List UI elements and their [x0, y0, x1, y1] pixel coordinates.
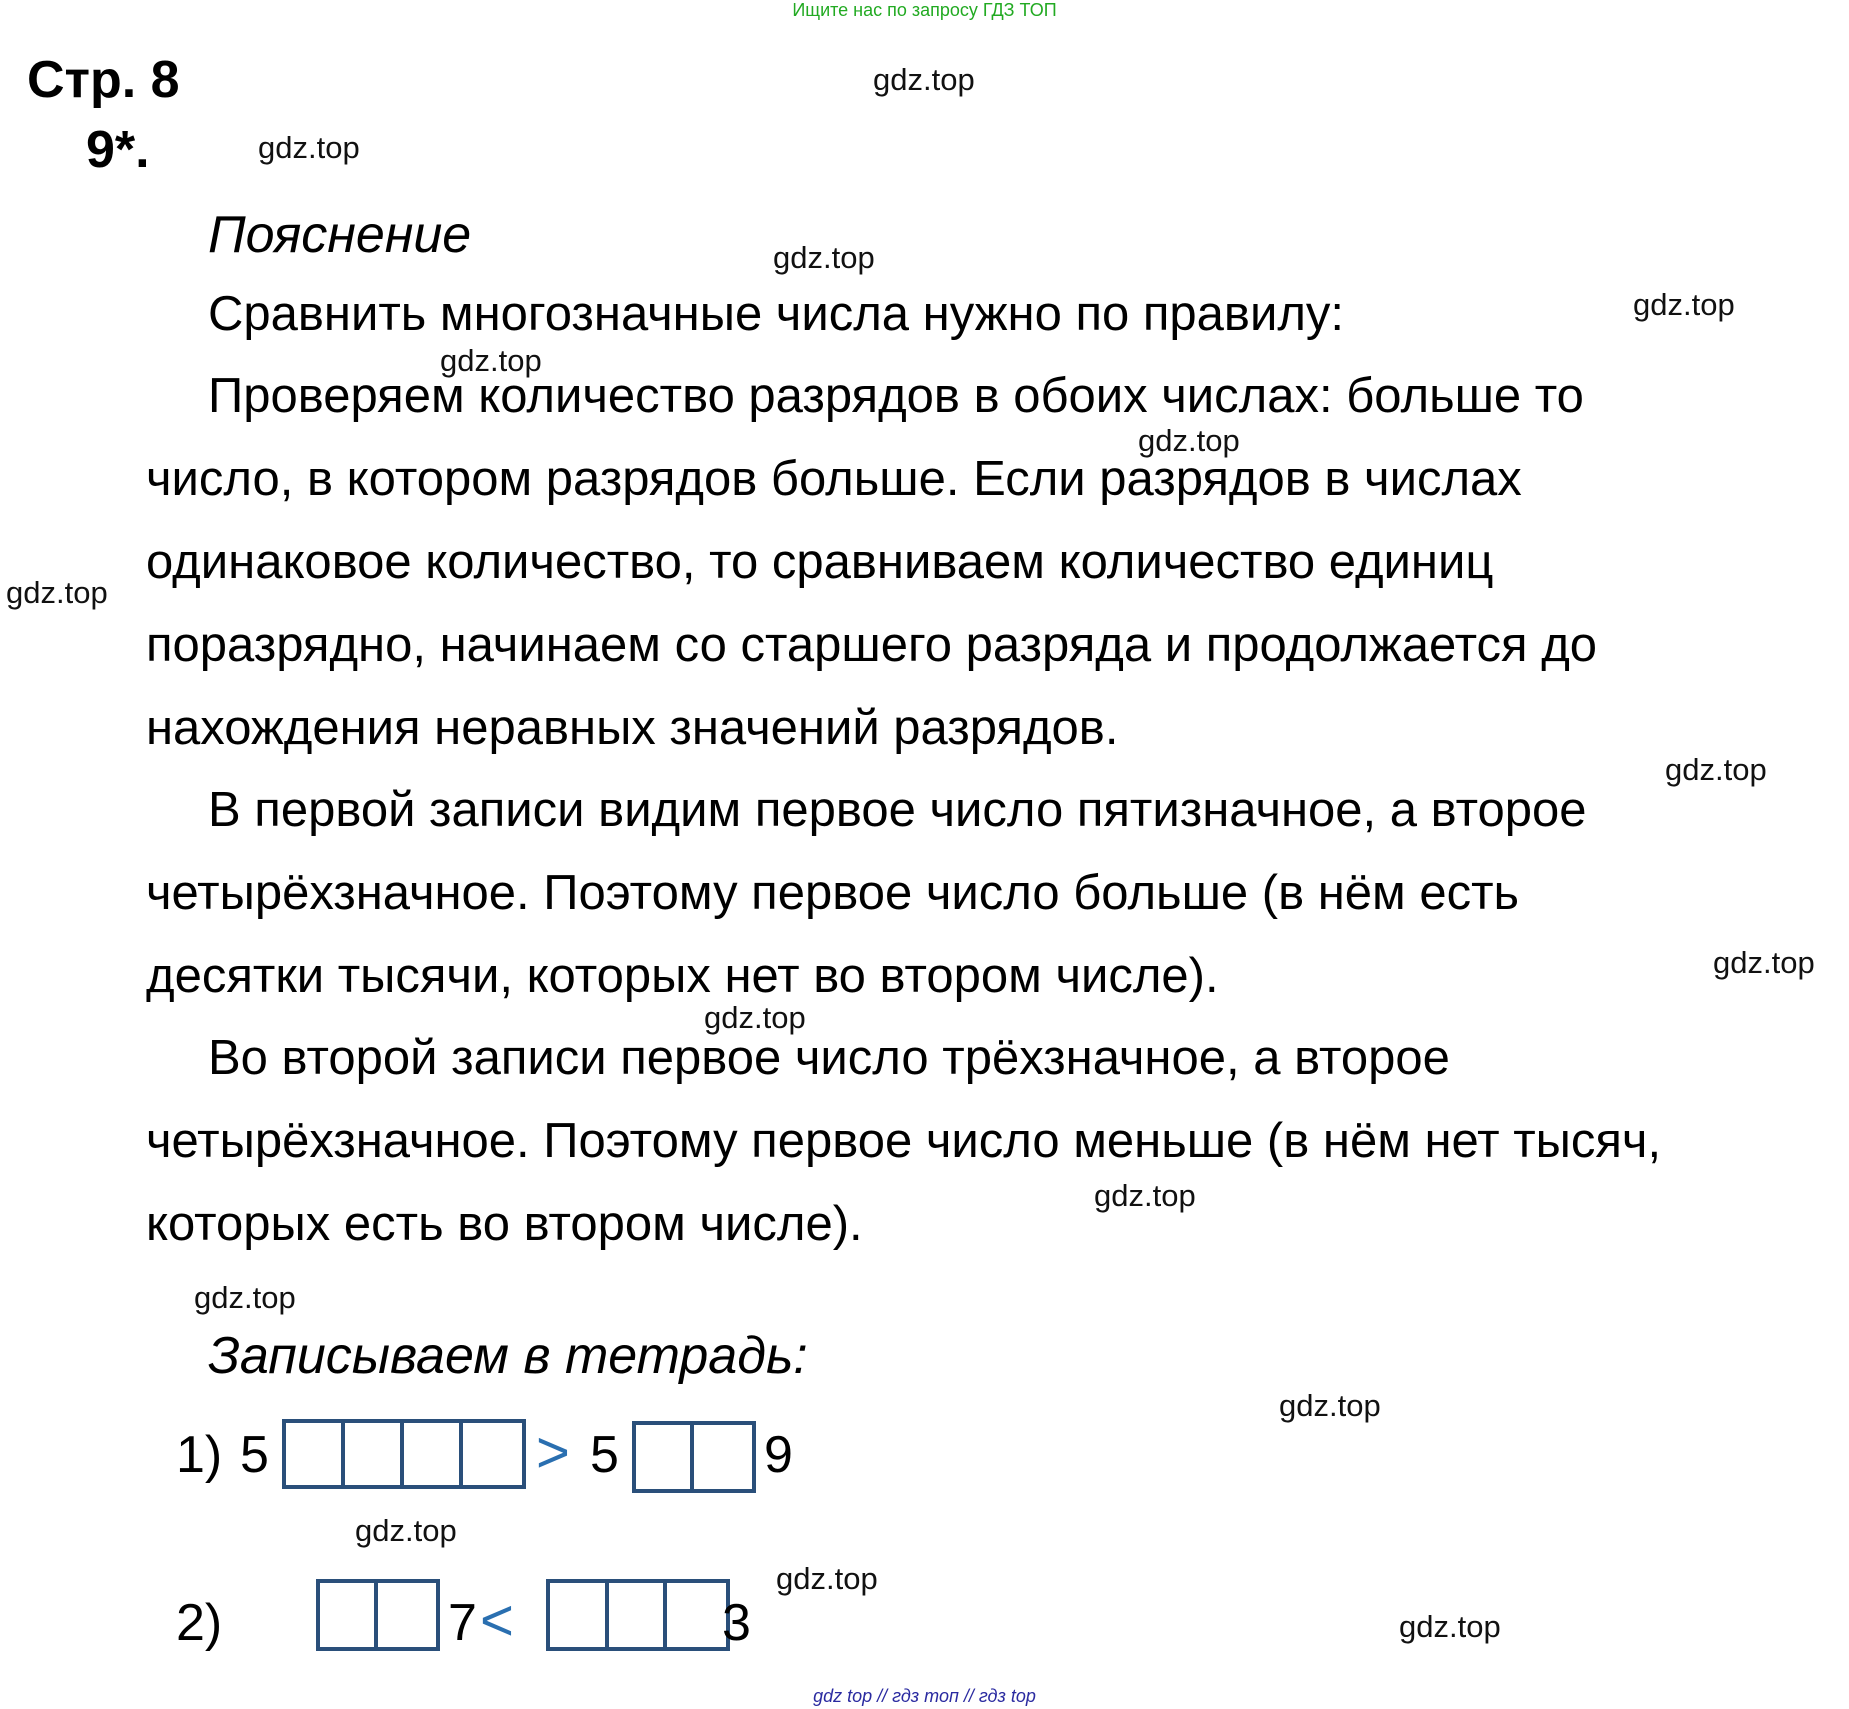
watermark: gdz.top [704, 1000, 806, 1035]
answer-2-label: 2) [176, 1594, 223, 1652]
answer-row-1 [176, 1420, 976, 1505]
watermark: gdz.top [776, 1561, 878, 1596]
text-line-5: поразрядно, начинаем со старшего разряда и продолжается до [146, 618, 1598, 672]
text-line-4: одинаковое количество, то сравниваем количество единиц [146, 535, 1494, 589]
answer-2-sign: < [480, 1588, 514, 1653]
page-number: Стр. 8 [27, 51, 180, 109]
text-line-12: которых есть во втором числе). [146, 1197, 863, 1251]
watermark: gdz.top [440, 343, 542, 378]
digit-cell [694, 1425, 752, 1489]
explanation-title: Пояснение [208, 206, 472, 264]
task-number: 9*. [86, 121, 150, 179]
digit-cell [636, 1425, 694, 1489]
watermark: gdz.top [773, 240, 875, 275]
text-line-6: нахождения неравных значений разрядов. [146, 701, 1119, 755]
answer-1-right-suffix: 9 [764, 1426, 793, 1484]
watermark: gdz.top [1138, 423, 1240, 458]
watermark: gdz.top [1665, 752, 1767, 787]
answer-2-right-suffix: 3 [722, 1594, 751, 1652]
digit-cell [609, 1583, 668, 1647]
answer-1-right-prefix: 5 [590, 1426, 619, 1484]
answer-2-left-suffix: 7 [448, 1594, 477, 1652]
answer-1-left-cells [282, 1419, 526, 1489]
text-line-7: В первой записи видим первое число пятизначное, а второе [208, 783, 1587, 837]
watermark: gdz.top [355, 1513, 457, 1548]
watermark: gdz.top [873, 62, 975, 97]
answer-row-2 [176, 1588, 976, 1673]
text-line-1: Сравнить многозначные числа нужно по правилу: [208, 287, 1345, 341]
watermark: gdz.top [258, 130, 360, 165]
text-line-2: Проверяем количество разрядов в обоих числах: больше то [208, 369, 1584, 423]
top-banner: Ищите нас по запросу ГДЗ ТОП [792, 0, 1057, 20]
answer-1-sign: > [536, 1420, 570, 1485]
notebook-title: Записываем в тетрадь: [208, 1327, 808, 1385]
watermark: gdz.top [1633, 287, 1735, 322]
digit-cell [378, 1583, 436, 1647]
footer: gdz top // гдз топ // гдз top [813, 1686, 1036, 1706]
text-line-9: десятки тысячи, которых нет во втором числе). [146, 949, 1219, 1003]
digit-cell [404, 1423, 463, 1485]
text-line-8: четырёхзначное. Поэтому первое число больше (в нём есть [146, 866, 1520, 920]
watermark: gdz.top [194, 1280, 296, 1315]
digit-cell [286, 1423, 345, 1485]
watermark: gdz.top [1279, 1388, 1381, 1423]
watermark: gdz.top [1399, 1609, 1501, 1644]
text-line-11: четырёхзначное. Поэтому первое число меньше (в нём нет тысяч, [146, 1114, 1662, 1168]
digit-cell [463, 1423, 522, 1485]
answer-1-right-cells [632, 1421, 756, 1493]
digit-cell [320, 1583, 378, 1647]
answer-1-label: 1) [176, 1426, 223, 1484]
watermark: gdz.top [6, 575, 108, 610]
digit-cell [550, 1583, 609, 1647]
answer-2-left-cells [316, 1579, 440, 1651]
watermark: gdz.top [1713, 945, 1815, 980]
text-line-3: число, в котором разрядов больше. Если разрядов в числах [146, 452, 1522, 506]
digit-cell [345, 1423, 404, 1485]
watermark: gdz.top [1094, 1178, 1196, 1213]
text-line-10: Во второй записи первое число трёхзначное, а второе [208, 1031, 1450, 1085]
digit-cell [667, 1583, 726, 1647]
answer-2-right-cells [546, 1579, 730, 1651]
answer-1-left-prefix: 5 [240, 1426, 269, 1484]
